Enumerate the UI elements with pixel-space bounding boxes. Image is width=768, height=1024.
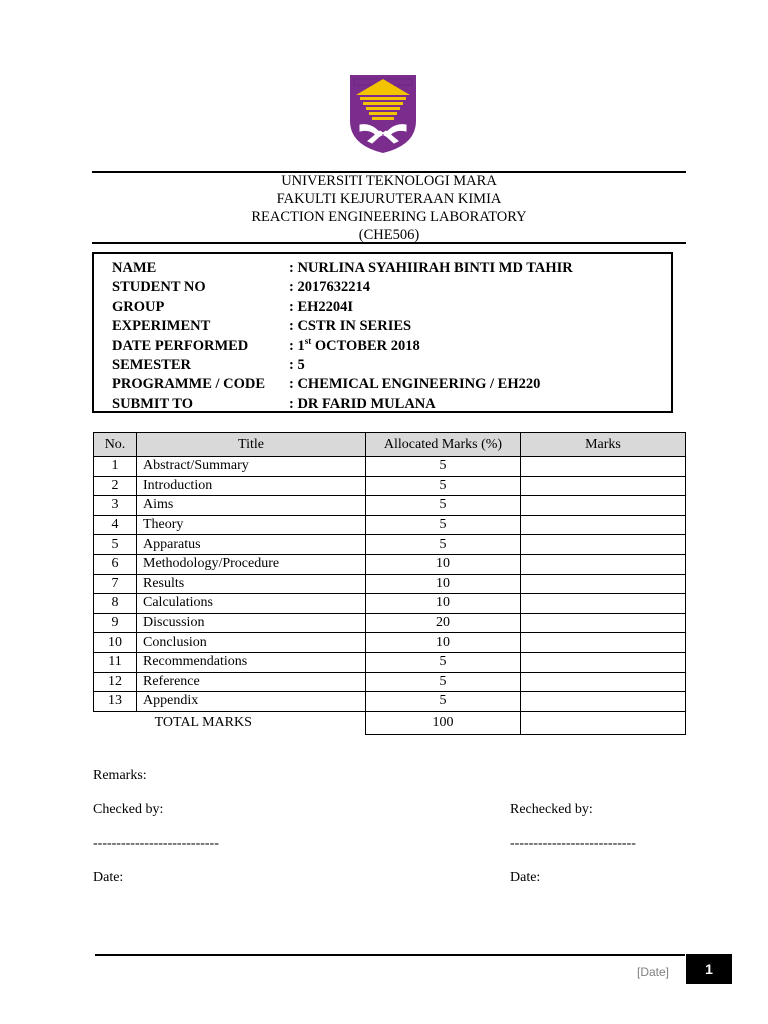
info-label: NAME xyxy=(112,260,157,276)
checked-by-label: Checked by: xyxy=(93,802,164,817)
row-allocated-marks: 5 xyxy=(366,692,521,712)
row-allocated-marks: 5 xyxy=(366,535,521,555)
row-allocated-marks: 5 xyxy=(366,672,521,692)
row-title: Aims xyxy=(137,496,366,516)
row-marks-input[interactable] xyxy=(521,672,686,692)
table-row xyxy=(94,574,686,594)
table-row xyxy=(94,613,686,633)
info-value: : EH2204I xyxy=(289,298,354,315)
row-allocated-marks: 10 xyxy=(366,574,521,594)
row-marks-input[interactable] xyxy=(521,633,686,653)
total-row xyxy=(94,711,686,734)
column-header-marks: Marks xyxy=(521,433,686,457)
row-marks-input[interactable] xyxy=(521,476,686,496)
page-number: 1 xyxy=(686,954,732,984)
table-row xyxy=(94,535,686,555)
row-marks-input[interactable] xyxy=(521,652,686,672)
signature-line-right: --------------------------- xyxy=(510,836,636,851)
row-allocated-marks: 20 xyxy=(366,613,521,633)
row-number: 5 xyxy=(94,535,137,555)
date-label-right: Date: xyxy=(510,870,541,885)
row-title: Apparatus xyxy=(137,535,366,555)
row-title: Methodology/Procedure xyxy=(137,554,366,574)
university-name: UNIVERSITI TEKNOLOGI MARA xyxy=(281,173,497,189)
row-title: Theory xyxy=(137,515,366,535)
row-marks-input[interactable] xyxy=(521,574,686,594)
document-header xyxy=(92,172,686,244)
info-value xyxy=(289,337,420,356)
university-logo xyxy=(348,73,418,155)
table-row xyxy=(94,652,686,672)
student-info-box xyxy=(92,252,673,413)
total-marks-input[interactable] xyxy=(521,711,686,734)
row-number: 4 xyxy=(94,515,137,535)
row-title: Reference xyxy=(137,672,366,692)
row-marks-input[interactable] xyxy=(521,457,686,477)
date-label-left: Date: xyxy=(93,870,124,885)
date-ordinal-suffix: st xyxy=(304,335,312,346)
row-marks-input[interactable] xyxy=(521,535,686,555)
row-number: 2 xyxy=(94,476,137,496)
row-title: Introduction xyxy=(137,476,366,496)
row-marks-input[interactable] xyxy=(521,594,686,614)
row-allocated-marks: 5 xyxy=(366,515,521,535)
table-row xyxy=(94,457,686,477)
date-prefix: : 1 xyxy=(289,337,305,354)
table-row xyxy=(94,496,686,516)
row-allocated-marks: 10 xyxy=(366,554,521,574)
row-number: 3 xyxy=(94,496,137,516)
table-row xyxy=(94,594,686,614)
row-title: Calculations xyxy=(137,594,366,614)
total-marks-value: 100 xyxy=(366,711,521,734)
info-value: : DR FARID MULANA xyxy=(289,395,436,412)
marks-table xyxy=(93,432,686,735)
info-label: SEMESTER xyxy=(112,357,191,373)
info-label: STUDENT NO xyxy=(112,279,206,296)
info-label: GROUP xyxy=(112,298,165,315)
row-allocated-marks: 5 xyxy=(366,457,521,477)
row-number: 7 xyxy=(94,574,137,594)
info-value: : 2017632214 xyxy=(289,279,370,296)
row-allocated-marks: 5 xyxy=(366,476,521,496)
info-label: EXPERIMENT xyxy=(112,318,211,335)
table-header-row xyxy=(94,433,686,457)
row-marks-input[interactable] xyxy=(521,496,686,516)
row-title: Abstract/Summary xyxy=(137,457,366,477)
row-title: Conclusion xyxy=(137,633,366,653)
info-label: SUBMIT TO xyxy=(112,395,193,412)
row-number: 12 xyxy=(94,672,137,692)
total-marks-label: TOTAL MARKS xyxy=(154,714,252,730)
info-value: : CHEMICAL ENGINEERING / EH220 xyxy=(289,376,541,393)
date-rest: OCTOBER 2018 xyxy=(311,337,420,354)
table-row xyxy=(94,692,686,712)
row-marks-input[interactable] xyxy=(521,613,686,633)
row-marks-input[interactable] xyxy=(521,515,686,535)
row-title: Appendix xyxy=(137,692,366,712)
row-allocated-marks: 5 xyxy=(366,496,521,516)
info-value: : 5 xyxy=(289,357,305,373)
info-label: DATE PERFORMED xyxy=(112,337,249,354)
row-allocated-marks: 10 xyxy=(366,633,521,653)
course-code: (CHE506) xyxy=(358,227,420,243)
row-number: 13 xyxy=(94,692,137,712)
remarks-label: Remarks: xyxy=(93,768,147,783)
table-row xyxy=(94,554,686,574)
footer-rule xyxy=(95,954,685,956)
signature-line-left: --------------------------- xyxy=(93,836,219,851)
row-allocated-marks: 5 xyxy=(366,652,521,672)
info-value: : NURLINA SYAHIIRAH BINTI MD TAHIR xyxy=(289,260,573,276)
row-title: Recommendations xyxy=(137,652,366,672)
row-number: 10 xyxy=(94,633,137,653)
footer-date-placeholder: [Date] xyxy=(637,965,670,979)
laboratory-name: REACTION ENGINEERING LABORATORY xyxy=(251,209,527,225)
column-header-title: Title xyxy=(137,433,366,457)
row-number: 1 xyxy=(94,457,137,477)
info-value: : CSTR IN SERIES xyxy=(289,318,412,335)
row-allocated-marks: 10 xyxy=(366,594,521,614)
rechecked-by-label: Rechecked by: xyxy=(510,802,593,817)
table-row xyxy=(94,515,686,535)
info-label: PROGRAMME / CODE xyxy=(112,376,266,393)
column-header-allocated-marks: Allocated Marks (%) xyxy=(366,433,521,457)
table-row xyxy=(94,476,686,496)
row-number: 9 xyxy=(94,613,137,633)
table-row xyxy=(94,672,686,692)
header-bottom-rule xyxy=(92,242,686,244)
row-title: Discussion xyxy=(137,613,366,633)
row-marks-input[interactable] xyxy=(521,692,686,712)
faculty-name: FAKULTI KEJURUTERAAN KIMIA xyxy=(276,191,502,207)
row-number: 11 xyxy=(94,652,137,672)
row-marks-input[interactable] xyxy=(521,554,686,574)
row-title: Results xyxy=(137,574,366,594)
row-number: 6 xyxy=(94,554,137,574)
column-header-no: No. xyxy=(94,433,137,457)
row-number: 8 xyxy=(94,594,137,614)
table-row xyxy=(94,633,686,653)
